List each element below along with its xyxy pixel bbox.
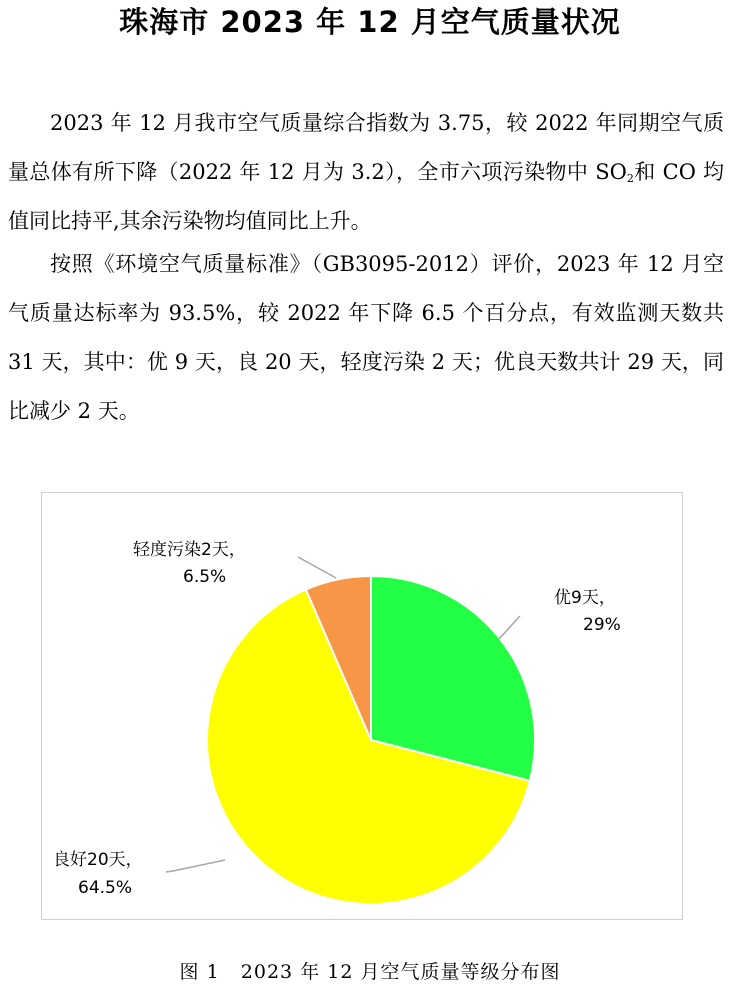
leader-line-light-pollution <box>298 557 336 578</box>
paragraph-evaluation: 按照《环境空气质量标准》（GB3095-2012）评价，2023 年 12 月空气质量达标率为 93.5%，较 2022 年下降 6.5 个百分点，有效监测天数共 31 天，其中：优 9 天，良 20 天，轻度污染 2 天；优良天数共计 29 天，同比减少 2 天。 <box>8 252 724 423</box>
paragraph-summary-text-cont: 和 CO 均值同比持平,其余污染物均值同比上升。 <box>8 160 725 233</box>
slice-label-excellent-pct: 29% <box>583 615 621 635</box>
slice-label-good-pct: 64.5% <box>78 878 133 898</box>
pie-slices <box>207 576 535 904</box>
pie-chart <box>42 493 684 921</box>
slice-label-light-pollution-pct: 6.5% <box>183 567 227 587</box>
leader-line-good <box>166 860 225 872</box>
so2-subscript: 2 <box>626 172 634 185</box>
pie-chart-frame <box>41 492 683 920</box>
leader-line-excellent <box>499 616 520 639</box>
slice-label-excellent-name: 优9天， <box>554 588 616 608</box>
figure-number: 图 1 <box>179 961 220 983</box>
figure-caption <box>0 958 740 986</box>
slice-label-good-name: 良好20天， <box>53 850 143 870</box>
page-title: 珠海市 2023 年 12 月空气质量状况 <box>119 5 621 39</box>
slice-label-light-pollution-name: 轻度污染2天， <box>133 540 246 560</box>
paragraph-summary <box>8 99 724 246</box>
figure-caption-text: 2023 年 12 月空气质量等级分布图 <box>240 961 561 983</box>
paragraph-summary-text: 2023 年 12 月我市空气质量综合指数为 3.75，较 2022 年同期空气质量总体有所下降（2022 年 12 月为 3.2），全市六项污染物中 SO <box>8 111 724 184</box>
